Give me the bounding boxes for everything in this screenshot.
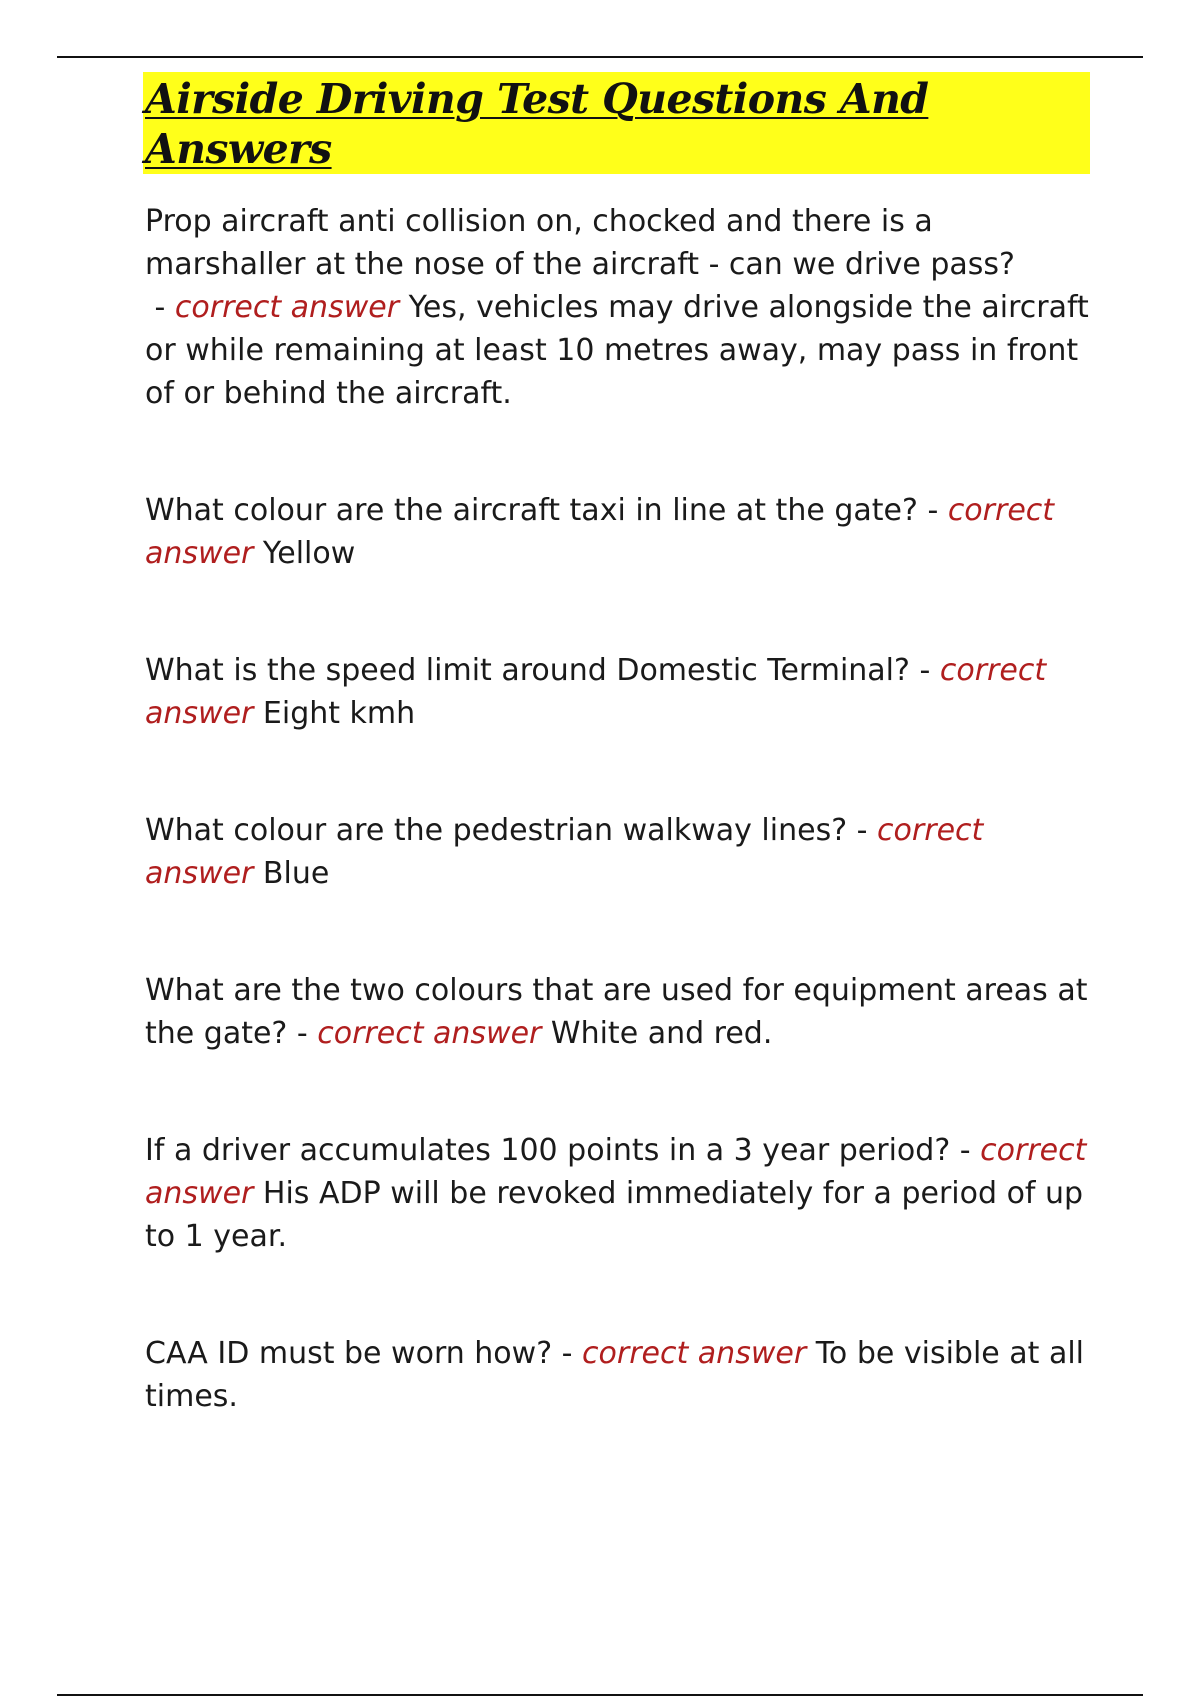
separator: -: [287, 1016, 318, 1051]
question-text: What colour are the pedestrian walkway lines?: [145, 813, 848, 848]
separator: -: [917, 493, 948, 528]
answer-text: His ADP will be revoked immediately for a period of up to 1 year.: [145, 1176, 1084, 1254]
correct-answer-label: correct answer: [145, 813, 984, 891]
correct-answer-label: correct answer: [317, 1016, 542, 1051]
qa-item: [145, 1332, 1090, 1418]
answer-text: Blue: [262, 856, 330, 891]
question-text: What are the two colours that are used for equipment areas at the gate?: [145, 973, 1088, 1051]
correct-answer-label: correct answer: [145, 493, 1055, 571]
correct-answer-label: correct answer: [582, 1336, 807, 1371]
question-text: If a driver accumulates 100 points in a 3 year period?: [145, 1133, 951, 1168]
bottom-rule: [57, 1694, 1143, 1696]
qa-item: [145, 809, 1090, 895]
question-text: CAA ID must be worn how?: [145, 1336, 553, 1371]
qa-item: [145, 489, 1090, 575]
question-text: What is the speed limit around Domestic Terminal?: [145, 653, 910, 688]
separator: -: [950, 1133, 981, 1168]
answer-text: Yellow: [262, 536, 356, 571]
correct-answer-label: correct answer: [145, 653, 1047, 731]
separator: -: [552, 1336, 583, 1371]
correct-answer-label: correct answer: [174, 290, 400, 325]
title-highlight: [143, 72, 1090, 174]
answer-text: White and red.: [550, 1016, 773, 1051]
qa-item: [145, 1129, 1090, 1258]
answer-text: Eight kmh: [262, 696, 416, 731]
question-text: What colour are the aircraft taxi in line at the gate?: [145, 493, 918, 528]
question-text: Prop aircraft anti collision on, chocked and there is a marshaller at the nose of the aircraft - can we drive pass?: [145, 204, 1015, 282]
separator: -: [909, 653, 940, 688]
qa-item: [145, 649, 1090, 735]
document-title: Airside Driving Test Questions And Answers: [145, 75, 929, 173]
separator: -: [847, 813, 878, 848]
correct-answer-label: correct answer: [145, 1133, 1087, 1211]
document-body: [145, 72, 1090, 1418]
answer-text: To be visible at all times.: [145, 1336, 1085, 1414]
separator: -: [145, 290, 175, 325]
qa-item: [145, 200, 1090, 415]
top-rule: [57, 56, 1143, 58]
answer-text: Yes, vehicles may drive alongside the aircraft or while remaining at least 10 metres away, may pass in front of or behind the aircraft.: [145, 290, 1089, 411]
qa-item: [145, 969, 1090, 1055]
